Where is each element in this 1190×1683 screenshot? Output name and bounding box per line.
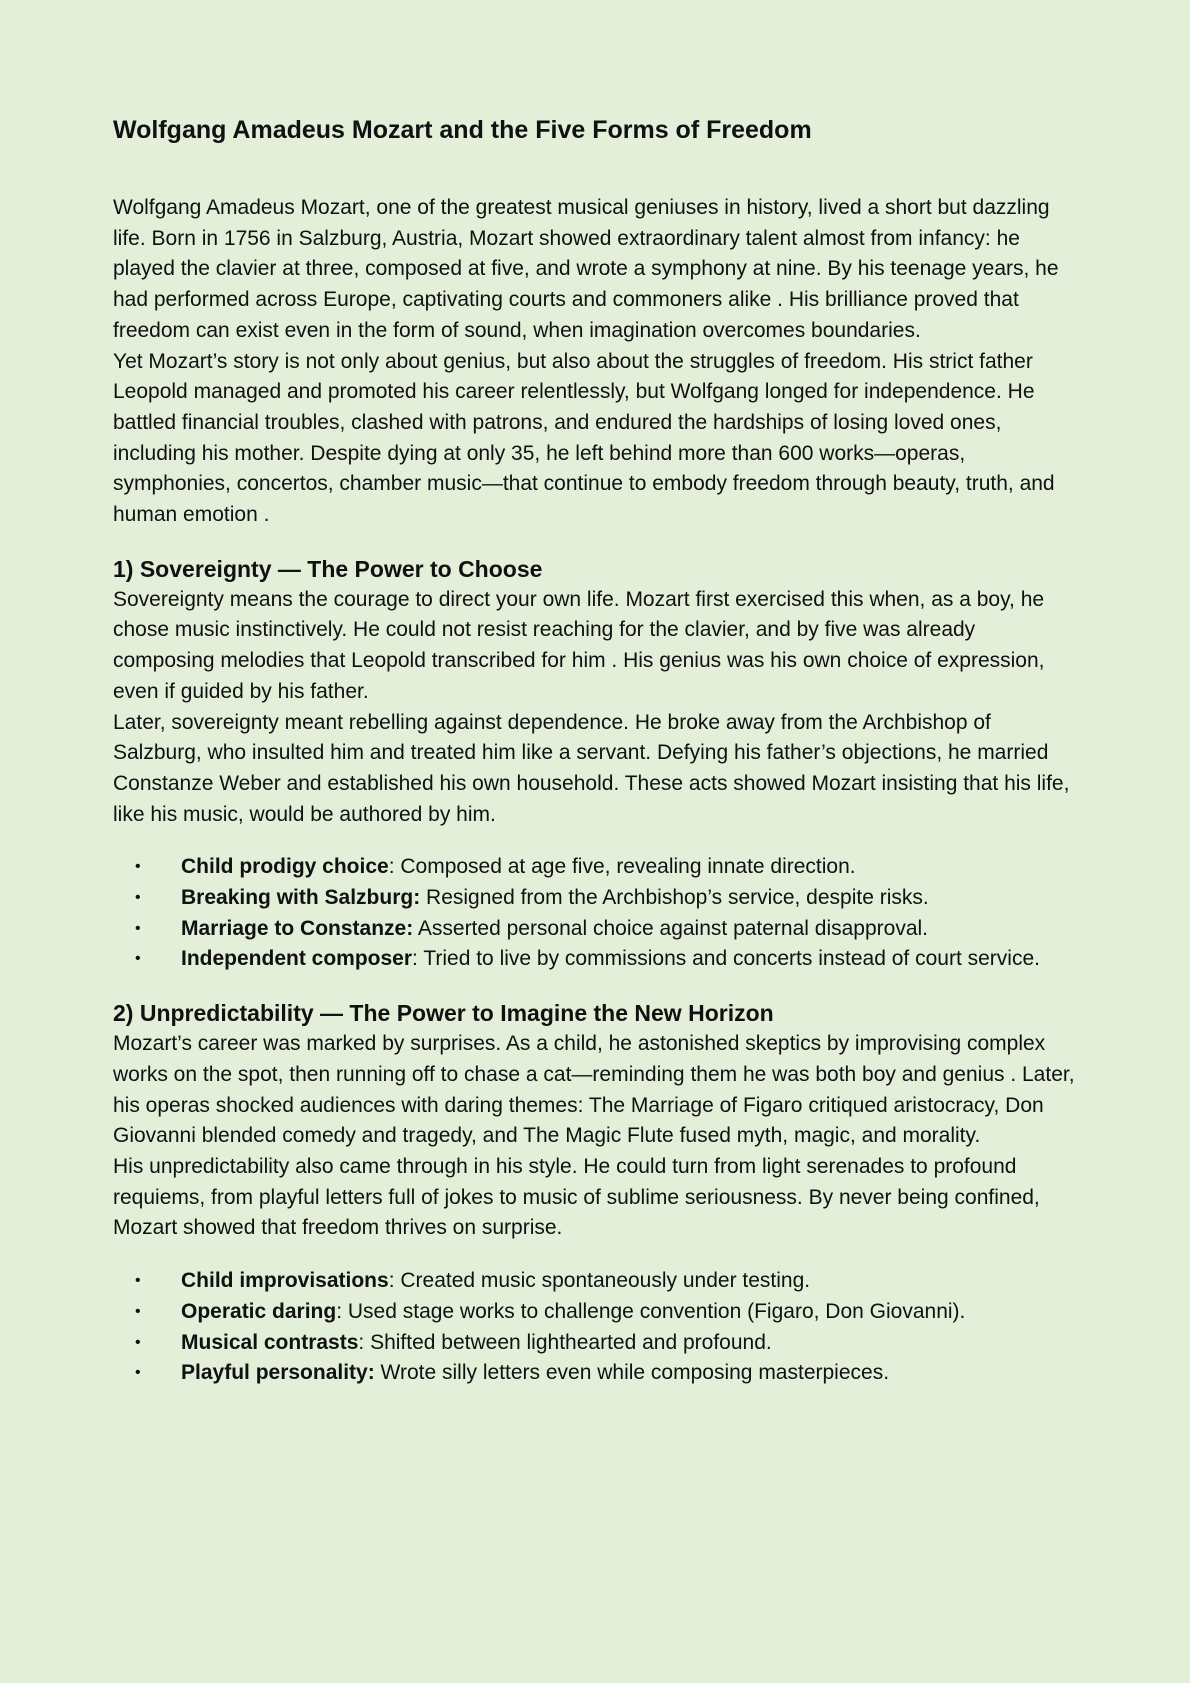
list-item-term: Marriage to Constanze: xyxy=(181,916,414,940)
section-heading: 2) Unpredictability — The Power to Imagine the New Horizon xyxy=(113,1000,774,1027)
list-item xyxy=(113,1328,1078,1359)
list-item xyxy=(113,852,1078,883)
section-paragraph: Sovereignty means the courage to direct your own life. Mozart first exercised this when, as a boy, he chose music instinctively. He could not resist reaching for the clavier, and by five was already composing melodies that Leopold transcribed for him . His genius was his own choice of expression, even if guided by his father. xyxy=(113,587,1045,703)
section-paragraph: Later, sovereignty meant rebelling against dependence. He broke away from the Archbishop of Salzburg, who insulted him and treated him like a servant. Defying his father’s objections, he married Constanze Weber and established his own household. These acts showed Mozart insisting that his life, like his music, would be authored by him. xyxy=(113,710,1070,826)
intro-paragraph: Yet Mozart’s story is not only about genius, but also about the struggles of freedom. His strict father Leopold managed and promoted his career relentlessly, but Wolfgang longed for independence. He battled financial troubles, clashed with patrons, and endured the hardships of losing loved ones, including his mother. Despite dying at only 35, he left behind more than 600 works—operas, symphonies, concertos, chamber music—that continue to embody freedom through beauty, truth, and human emotion . xyxy=(113,349,1055,527)
section-paragraph: His unpredictability also came through in his style. He could turn from light serenades to profound requiems, from playful letters full of jokes to music of sublime seriousness. By never being confined, Mozart showed that freedom thrives on surprise. xyxy=(113,1154,1040,1240)
list-item xyxy=(113,883,1078,914)
list-item xyxy=(113,944,1078,975)
list-item-text: : Used stage works to challenge convention (Figaro, Don Giovanni). xyxy=(336,1299,966,1323)
list-item-term: Breaking with Salzburg: xyxy=(181,886,421,910)
section-paragraph: Mozart’s career was marked by surprises. As a child, he astonished skeptics by improvising complex works on the spot, then running off to chase a cat—reminding them he was both boy and genius . Later, his operas shocked audiences with daring themes: The Marriage of Figaro critiqued aristocracy, Don Giovanni blended comedy and tragedy, and The Magic Flute fused myth, magic, and morality. xyxy=(113,1032,1075,1148)
list-item-term: Independent composer xyxy=(181,947,413,971)
section-heading: 1) Sovereignty — The Power to Choose xyxy=(113,555,543,582)
intro-section xyxy=(113,193,1078,531)
section-unpredictability xyxy=(113,997,1078,1389)
list-item-term: Child improvisations xyxy=(181,1269,389,1293)
list-item xyxy=(113,914,1078,945)
list-item xyxy=(113,1266,1078,1297)
list-item-text: Asserted personal choice against paternal disapproval. xyxy=(413,916,929,940)
document-title: Wolfgang Amadeus Mozart and the Five Forms of Freedom xyxy=(113,116,812,144)
list-item-term: Musical contrasts xyxy=(181,1330,359,1354)
list-item-text: : Created music spontaneously under testing. xyxy=(388,1269,811,1293)
list-item-text: : Shifted between lighthearted and profound. xyxy=(358,1330,772,1354)
intro-paragraph: Wolfgang Amadeus Mozart, one of the greatest musical geniuses in history, lived a short but dazzling life. Born in 1756 in Salzburg, Austria, Mozart showed extraordinary talent almost from infancy: he played the clavier at three, composed at five, and wrote a symphony at nine. By his teenage years, he had performed across Europe, captivating courts and commoners alike . His brilliance proved that freedom can exist even in the form of sound, when imagination overcomes boundaries. xyxy=(113,196,1059,342)
list-item-text: : Tried to live by commissions and concerts instead of court service. xyxy=(412,947,1040,971)
list-item xyxy=(113,1358,1078,1389)
list-item-term: Playful personality: xyxy=(181,1361,375,1385)
list-item-term: Child prodigy choice xyxy=(181,855,389,879)
bullet-list xyxy=(113,852,1078,975)
bullet-list xyxy=(113,1266,1078,1389)
list-item xyxy=(113,1297,1078,1328)
list-item-text: Resigned from the Archbishop’s service, despite risks. xyxy=(420,886,929,910)
section-sovereignty xyxy=(113,553,1078,975)
list-item-text: : Composed at age five, revealing innate direction. xyxy=(388,855,856,879)
list-item-text: Wrote silly letters even while composing masterpieces. xyxy=(374,1361,890,1385)
list-item-term: Operatic daring xyxy=(181,1299,337,1323)
